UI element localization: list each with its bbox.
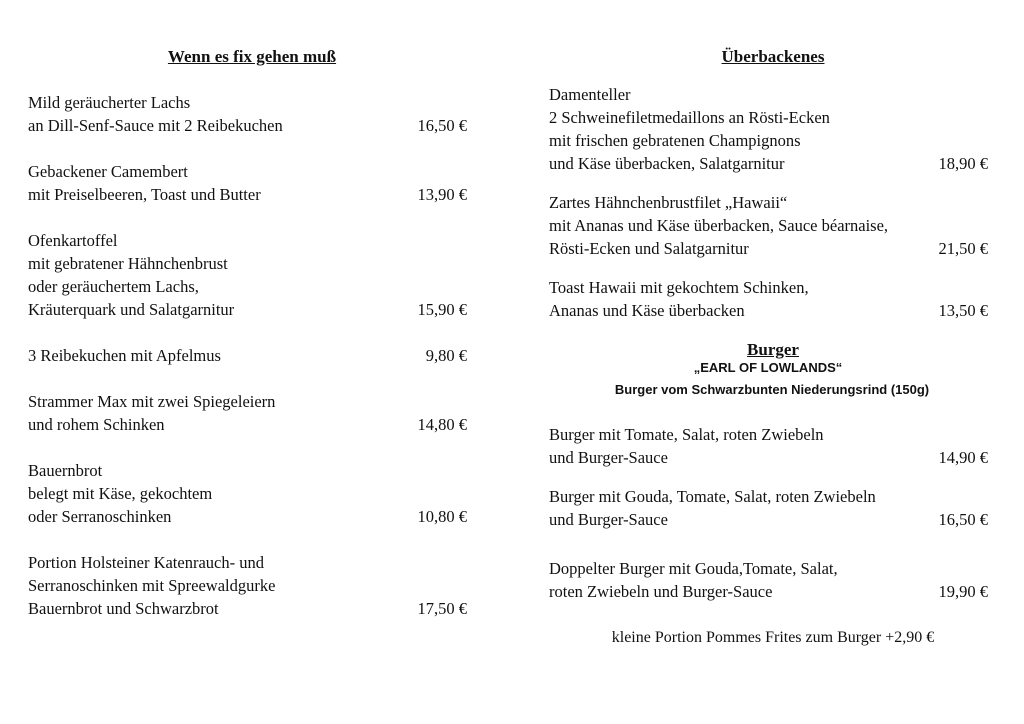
menu-item	[549, 276, 988, 322]
menu-item-line: Toast Hawaii mit gekochtem Schinken,	[549, 278, 809, 297]
menu-item-price: 14,90 €	[938, 448, 988, 467]
menu-item	[549, 191, 988, 260]
menu-item-line: mit gebratener Hähnchenbrust	[28, 254, 228, 273]
menu-item-line: Ofenkartoffel	[28, 231, 118, 250]
menu-item-line: und Burger-Sauce	[549, 448, 668, 467]
menu-item-line: Ananas und Käse überbacken	[549, 301, 745, 320]
menu-item-line: und Burger-Sauce	[549, 510, 668, 529]
menu-item-line: 2 Schweinefiletmedaillons an Rösti-Ecken	[549, 108, 830, 127]
menu-item-line: mit frischen gebratenen Champignons	[549, 131, 801, 150]
menu-item-price: 13,50 €	[938, 301, 988, 320]
section-title-fast: Wenn es fix gehen muß	[167, 47, 337, 66]
menu-item-line: Mild geräucherter Lachs	[28, 93, 191, 112]
menu-item	[28, 459, 467, 528]
menu-item-price: 17,50 €	[417, 599, 467, 618]
menu-item-line: oder Serranoschinken	[28, 507, 172, 526]
menu-item	[549, 83, 988, 175]
menu-item-line: roten Zwiebeln und Burger-Sauce	[549, 582, 773, 601]
menu-item-line: Rösti-Ecken und Salatgarnitur	[549, 239, 749, 258]
menu-item-price: 16,50 €	[938, 510, 988, 529]
menu-item-price: 21,50 €	[938, 239, 988, 258]
menu-item-line: Damenteller	[549, 85, 631, 104]
menu-item-price: 9,80 €	[425, 346, 467, 365]
menu-item-line: Portion Holsteiner Katenrauch- und	[28, 553, 264, 572]
section-title-burger: Burger	[747, 340, 799, 359]
menu-item-line: Bauernbrot und Schwarzbrot	[28, 599, 219, 618]
burger-subtitle-brand: „EARL OF LOWLANDS“	[693, 360, 843, 375]
menu-item-line: belegt mit Käse, gekochtem	[28, 484, 213, 503]
menu-item-price: 18,90 €	[938, 154, 988, 173]
menu-item-price: 16,50 €	[417, 116, 467, 135]
menu-item-price: 14,80 €	[417, 415, 467, 434]
menu-item-line: und Käse überbacken, Salatgarnitur	[549, 154, 785, 173]
menu-item	[28, 551, 467, 620]
menu-item-price: 15,90 €	[417, 300, 467, 319]
menu-item-line: oder geräuchertem Lachs,	[28, 277, 199, 296]
menu-item-price: 10,80 €	[417, 507, 467, 526]
menu-item	[28, 229, 467, 321]
menu-item-line: mit Preiselbeeren, Toast und Butter	[28, 185, 261, 204]
section-title-gratinated: Überbackenes	[721, 47, 825, 66]
menu-item	[28, 160, 467, 206]
menu-item	[28, 390, 467, 436]
burger-subtitle-description: Burger vom Schwarzbunten Niederungsrind (150g)	[614, 382, 930, 397]
menu-item-price: 19,90 €	[938, 582, 988, 601]
menu-item-line: mit Ananas und Käse überbacken, Sauce béarnaise,	[549, 216, 889, 235]
menu-item	[28, 91, 467, 137]
menu-item	[549, 485, 988, 531]
menu-item-line: Serranoschinken mit Spreewaldgurke	[28, 576, 276, 595]
menu-item-line: an Dill-Senf-Sauce mit 2 Reibekuchen	[28, 116, 283, 135]
menu-item	[549, 423, 988, 469]
menu-item-line: Doppelter Burger mit Gouda,Tomate, Salat,	[549, 559, 838, 578]
menu-item	[28, 344, 467, 367]
menu-item-line: Bauernbrot	[28, 461, 103, 480]
menu-item-price: 13,90 €	[417, 185, 467, 204]
menu-item-line: Burger mit Gouda, Tomate, Salat, roten Zwiebeln	[549, 487, 876, 506]
menu-item	[549, 557, 988, 603]
menu-item-line: Burger mit Tomate, Salat, roten Zwiebeln	[549, 425, 824, 444]
menu-item-line: Gebackener Camembert	[28, 162, 188, 181]
menu-item-line: Kräuterquark und Salatgarnitur	[28, 300, 235, 319]
menu-item-line: Zartes Hähnchenbrustfilet „Hawaii“	[549, 193, 788, 212]
fries-note: kleine Portion Pommes Frites zum Burger +2,90 €	[611, 629, 935, 646]
menu-item-line: 3 Reibekuchen mit Apfelmus	[28, 346, 221, 365]
menu-item-line: und rohem Schinken	[28, 415, 165, 434]
menu-item-line: Strammer Max mit zwei Spiegeleiern	[28, 392, 276, 411]
